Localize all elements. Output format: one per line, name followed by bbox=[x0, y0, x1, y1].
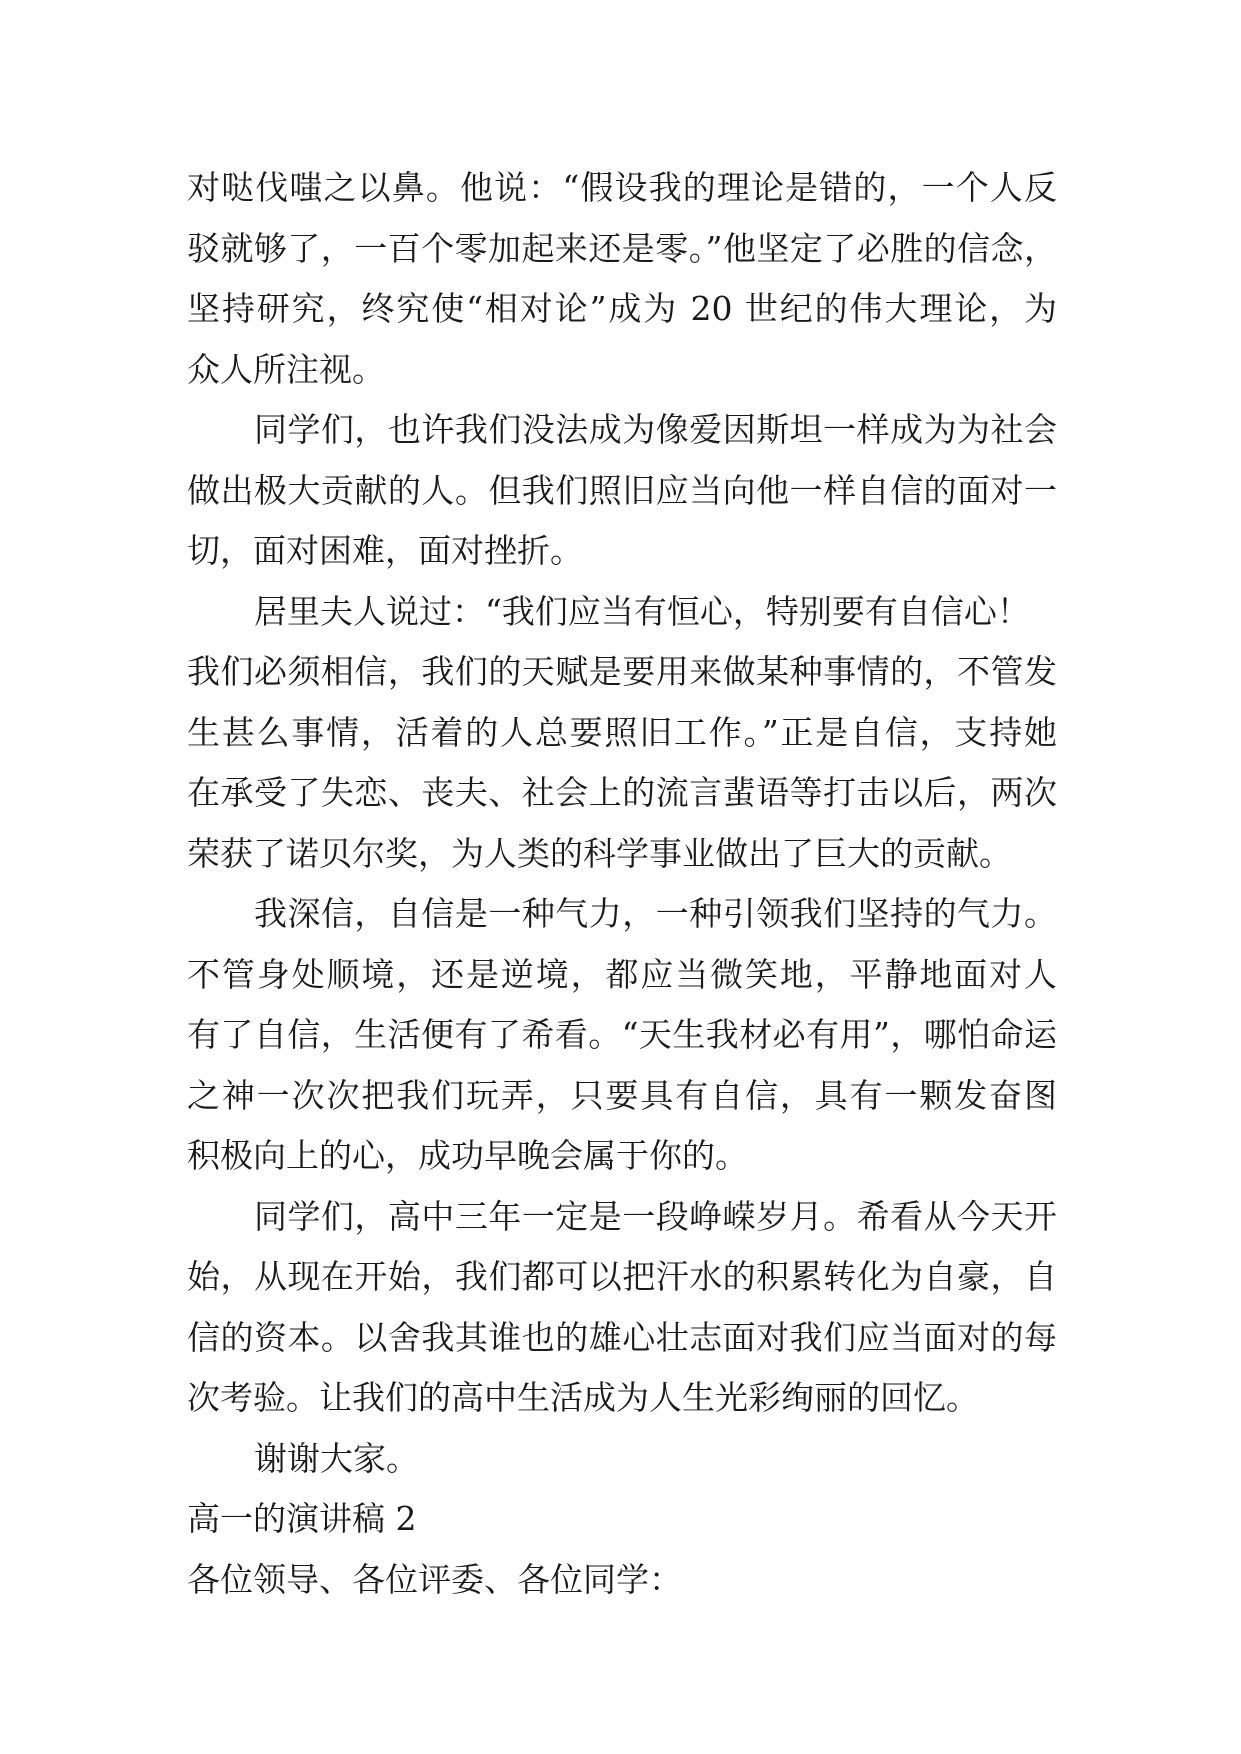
closing-line: 谢谢大家。 bbox=[254, 1438, 419, 1478]
paragraph-line: 我深信，自信是一种气力，一种引领我们坚持的气力。 bbox=[254, 894, 1057, 933]
paragraph-line: 做出极大贡献的人。但我们照旧应当向他一样自信的面对一 bbox=[187, 470, 1057, 510]
paragraph-line: 驳就够了，一百个零加起来还是零。”他坚定了必胜的信念， bbox=[187, 228, 1057, 268]
paragraph-line: 积极向上的心，成功早晚会属于你的。 bbox=[187, 1136, 748, 1175]
salutation-line: 各位领导、各位评委、各位同学： bbox=[187, 1559, 682, 1599]
paragraph-line: 荣获了诺贝尔奖，为人类的科学事业做出了巨大的贡献。 bbox=[187, 833, 1012, 873]
paragraph-line: 对哒伐嗤之以鼻。他说：“假设我的理论是错的，一个人反 bbox=[187, 168, 1057, 207]
paragraph-line: 我们必须相信，我们的天赋是要用来做某种事情的，不管发 bbox=[187, 652, 1057, 691]
paragraph-line: 居里夫人说过：“我们应当有恒心，特别要有自信心！ bbox=[254, 591, 1030, 631]
paragraph-line: 次考验。让我们的高中生活成为人生光彩绚丽的回忆。 bbox=[187, 1378, 979, 1417]
paragraph-line: 众人所注视。 bbox=[187, 349, 385, 389]
document-body bbox=[187, 158, 1057, 1610]
paragraph-line: 之神一次次把我们玩弄，只要具有自信，具有一颗发奋图 bbox=[187, 1075, 1057, 1115]
paragraph-line: 坚持研究，终究使“相对论”成为 20 世纪的伟大理论，为 bbox=[187, 289, 1057, 328]
paragraph-line: 同学们，高中三年一定是一段峥嵘岁月。希看从今天开 bbox=[254, 1196, 1057, 1236]
paragraph-line: 信的资本。以舍我其谁也的雄心壮志面对我们应当面对的每 bbox=[187, 1317, 1057, 1357]
paragraph-line: 不管身处顺境，还是逆境，都应当微笑地，平静地面对人 bbox=[187, 954, 1057, 994]
paragraph-line: 在承受了失恋、丧夫、社会上的流言蜚语等打击以后，两次 bbox=[187, 773, 1057, 812]
paragraph-line: 同学们，也许我们没法成为像爱因斯坦一样成为为社会 bbox=[254, 410, 1057, 449]
paragraph-line: 有了自信，生活便有了希看。“天生我材必有用”，哪怕命运 bbox=[187, 1015, 1057, 1054]
paragraph-line: 切，面对困难，面对挫折。 bbox=[187, 531, 583, 570]
paragraph-line: 始，从现在开始，我们都可以把汗水的积累转化为自豪，自 bbox=[187, 1257, 1057, 1296]
section-heading: 高一的演讲稿 2 bbox=[187, 1499, 417, 1538]
paragraph-line: 生甚么事情，活着的人总要照旧工作。”正是自信，支持她 bbox=[187, 712, 1057, 752]
